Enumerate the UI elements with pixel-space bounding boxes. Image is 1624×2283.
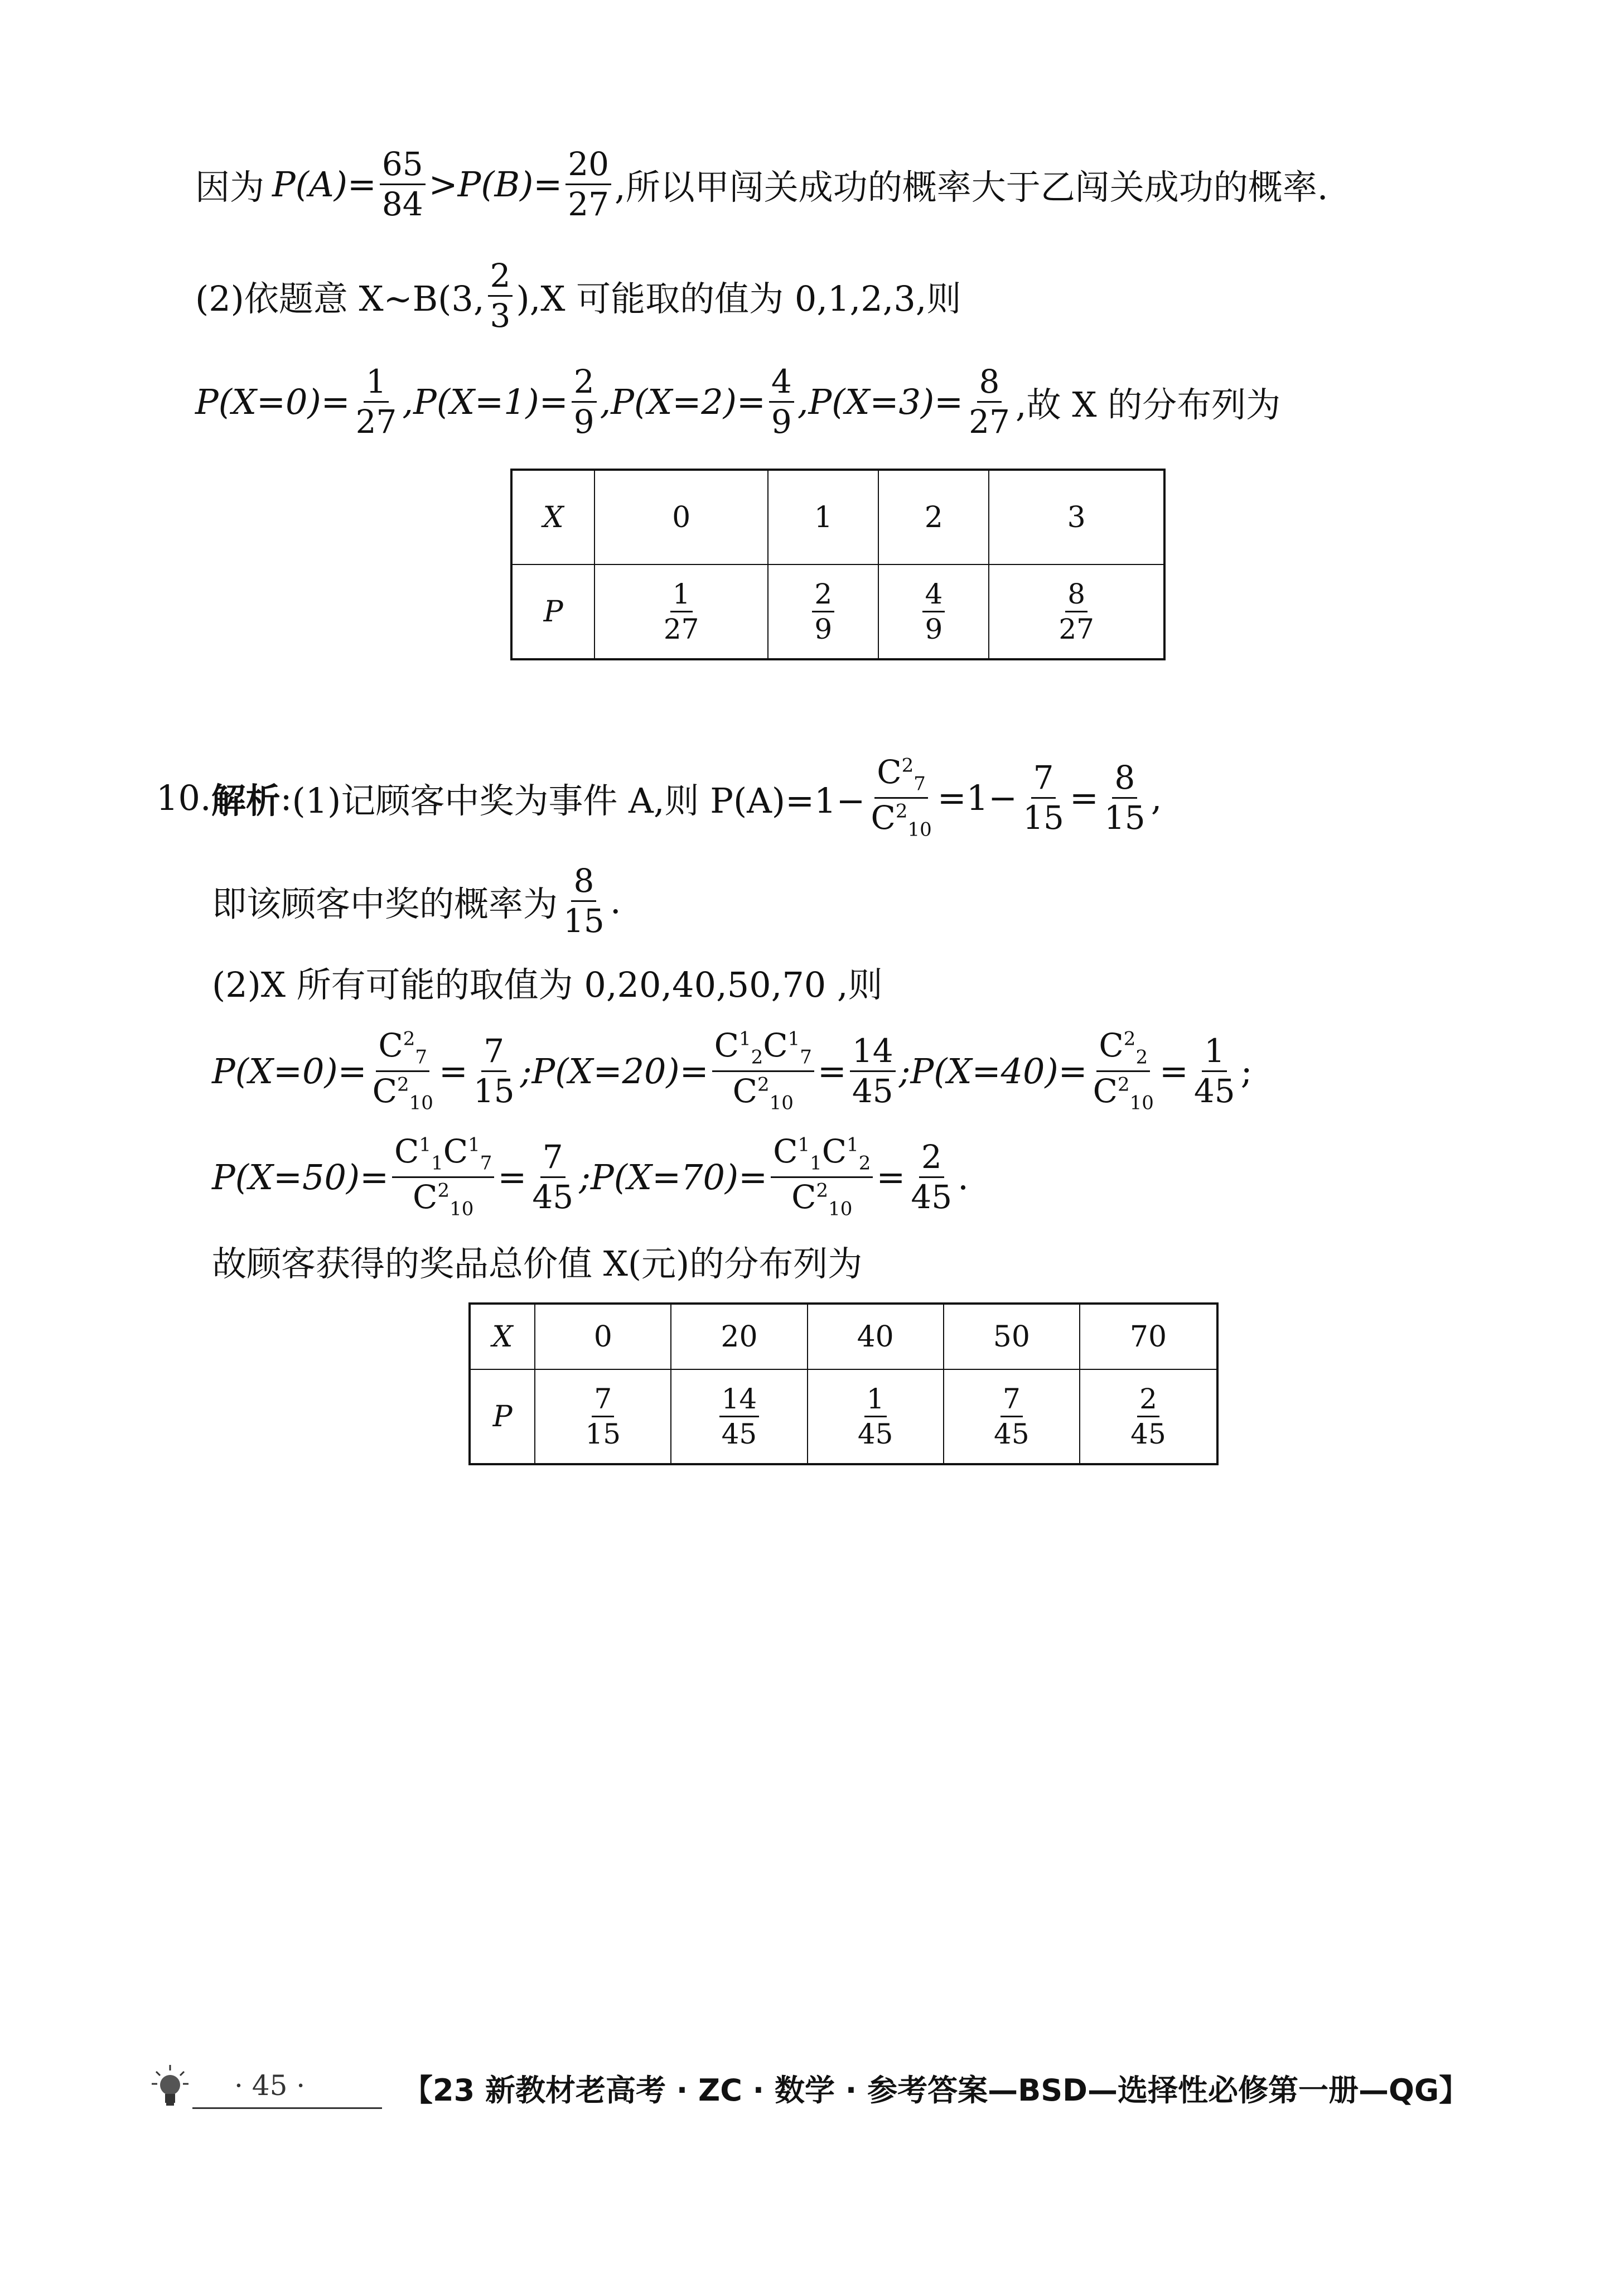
table-header-x: X: [470, 1304, 535, 1369]
text-intro: 因为: [195, 166, 265, 207]
q10-line-4: P(X=0)= $\frac{C^2_7}{C^2_{10}}$ = $\frac{7}{15}$ ;P(X=20)= $\frac{C^1_2C^1_7}{C^2_{10}}$ = $\frac{14}{45}$ ;P(X=40)= $\frac{C^2_2}{C^2_{10}}$ = $\frac{1}{45}$ ;: [212, 1026, 1253, 1114]
answer-line-2: [195, 257, 961, 335]
fraction-px0-comb: $\frac{C^2_7}{C^2_{10}}$: [372, 1026, 433, 1114]
fraction-p2: $\frac{4}{9}$: [769, 365, 794, 439]
book-title: 【23 新教材老高考 · ZC · 数学 · 参考答案—BSD—选择性必修第一册—QG】: [403, 2073, 1470, 2108]
fraction-7-15: $\frac{7}{15}$: [1023, 758, 1064, 837]
q10-line-2: [212, 862, 621, 940]
fraction-px20-comb: $\frac{C^1_2C^1_7}{C^2_{10}}$: [712, 1029, 814, 1113]
semicolon: ;: [1240, 1050, 1253, 1092]
fraction-binomial-p: $\frac{2}{3}$: [488, 259, 513, 333]
table-header-x: X: [511, 470, 594, 564]
eq-one-minus: =1−: [937, 777, 1018, 818]
table-cell: 40: [808, 1304, 944, 1369]
fraction-winning-prob: $\frac{8}{15}$: [563, 861, 605, 940]
answer-line-3: [195, 360, 1280, 443]
distribution-table-1: [510, 469, 1166, 660]
table-cell: $\frac{1}{45}$: [808, 1369, 944, 1464]
page-number-underline: [192, 2107, 382, 2109]
pb-label: >P(B)=: [428, 163, 563, 205]
jiexi-colon: :: [280, 777, 292, 818]
table-row: [511, 564, 1164, 659]
table-row: [511, 470, 1164, 564]
q10-line-5: P(X=50)= $\frac{C^1_1C^1_7}{C^2_{10}}$ = $\frac{7}{45}$ ;P(X=70)= $\frac{C^1_1C^1_2}{C^2_{10}}$ = $\frac{2}{45}$ .: [212, 1132, 969, 1220]
text-conclusion: ,所以甲闯关成功的概率大于乙闯关成功的概率.: [615, 166, 1328, 207]
distribution-intro-2: 故顾客获得的奖品总价值 X(元)的分布列为: [212, 1243, 863, 1284]
answer-line-1: [195, 142, 1328, 226]
fraction-c72-c102: $\frac{C^2_7}{C^2_{10}}$: [871, 753, 932, 841]
table-header-p: P: [511, 564, 594, 659]
fraction-p3: $\frac{8}{27}$: [969, 362, 1010, 441]
table-cell: $\frac{8}{27}$: [989, 564, 1164, 659]
fraction-8-15: $\frac{8}{15}$: [1104, 758, 1146, 837]
p1-label: ,P(X=1)=: [402, 381, 568, 422]
px50-label: P(X=50)=: [212, 1156, 389, 1198]
fraction-pb: $\frac{20}{27}$: [566, 147, 611, 221]
fraction-px50: $\frac{7}{45}$: [532, 1137, 574, 1216]
fraction-px50-comb: $\frac{C^1_1C^1_7}{C^2_{10}}$: [392, 1135, 494, 1219]
table-cell: $\frac{7}{45}$: [944, 1369, 1080, 1464]
px40-label: ;P(X=40)=: [898, 1050, 1088, 1092]
table-row: [470, 1304, 1217, 1369]
values-intro: (2)X 所有可能的取值为 0,20,40,50,70 ,则: [212, 964, 883, 1005]
p3-label: ,P(X=3)=: [797, 381, 964, 422]
comma: ,: [1151, 777, 1162, 818]
table-cell: 1: [768, 470, 878, 564]
period: .: [958, 1156, 969, 1198]
fraction-pa: $\frac{65}{84}$: [380, 147, 426, 221]
table-header-p: P: [470, 1369, 535, 1464]
period: .: [610, 880, 621, 921]
pa-label: P(A)=: [272, 163, 376, 205]
lightbulb-icon: [151, 2064, 190, 2108]
table-cell: $\frac{7}{15}$: [535, 1369, 671, 1464]
table-row: [470, 1369, 1217, 1464]
fraction-p0: $\frac{1}{27}$: [355, 362, 397, 441]
fraction-px40-comb: $\frac{C^2_2}{C^2_{10}}$: [1093, 1026, 1154, 1114]
table-cell: 3: [989, 470, 1164, 564]
fraction-px70: $\frac{2}{45}$: [911, 1137, 953, 1216]
fraction-px20: $\frac{14}{45}$: [850, 1034, 896, 1108]
jiexi-label: 解析: [211, 780, 281, 821]
q10-line-6: [212, 1233, 862, 1288]
distribution-intro: ,故 X 的分布列为: [1015, 384, 1281, 425]
px70-label: ;P(X=70)=: [579, 1156, 768, 1198]
table-cell: 20: [671, 1304, 807, 1369]
table-cell: $\frac{2}{9}$: [768, 564, 878, 659]
table-cell: 0: [535, 1304, 671, 1369]
binomial-suffix: ),X 可能取的值为 0,1,2,3,则: [516, 278, 961, 319]
eq-sign: =: [1069, 777, 1099, 818]
q10-line-3: [212, 954, 883, 1010]
event-intro: (1)记顾客中奖为事件 A,则 P(A)=1−: [292, 780, 866, 821]
px0-label: P(X=0)=: [212, 1050, 367, 1092]
fraction-p1: $\frac{2}{9}$: [572, 365, 597, 439]
p0-label: P(X=0)=: [195, 381, 350, 422]
question-number: 10.: [156, 777, 211, 818]
table-cell: 0: [594, 470, 768, 564]
table-cell: 2: [878, 470, 989, 564]
table-cell: $\frac{1}{27}$: [594, 564, 768, 659]
fraction-px70-comb: $\frac{C^1_1C^1_2}{C^2_{10}}$: [771, 1135, 873, 1219]
table-cell: $\frac{4}{9}$: [878, 564, 989, 659]
winning-probability-text: 即该顾客中奖的概率为: [212, 883, 558, 924]
table-cell: $\frac{2}{45}$: [1080, 1369, 1217, 1464]
p2-label: ,P(X=2)=: [600, 381, 766, 422]
table-cell: 50: [944, 1304, 1080, 1369]
q10-line-1: [156, 753, 1162, 842]
px20-label: ;P(X=20)=: [520, 1050, 709, 1092]
binomial-prefix: (2)依题意 X∼B(3,: [195, 278, 485, 319]
page-number: · 45 ·: [234, 2069, 306, 2102]
fraction-px40: $\frac{1}{45}$: [1193, 1031, 1235, 1110]
fraction-px0: $\frac{7}{15}$: [473, 1031, 515, 1110]
distribution-table-2: [468, 1302, 1219, 1465]
table-cell: 70: [1080, 1304, 1217, 1369]
table-cell: $\frac{14}{45}$: [671, 1369, 807, 1464]
